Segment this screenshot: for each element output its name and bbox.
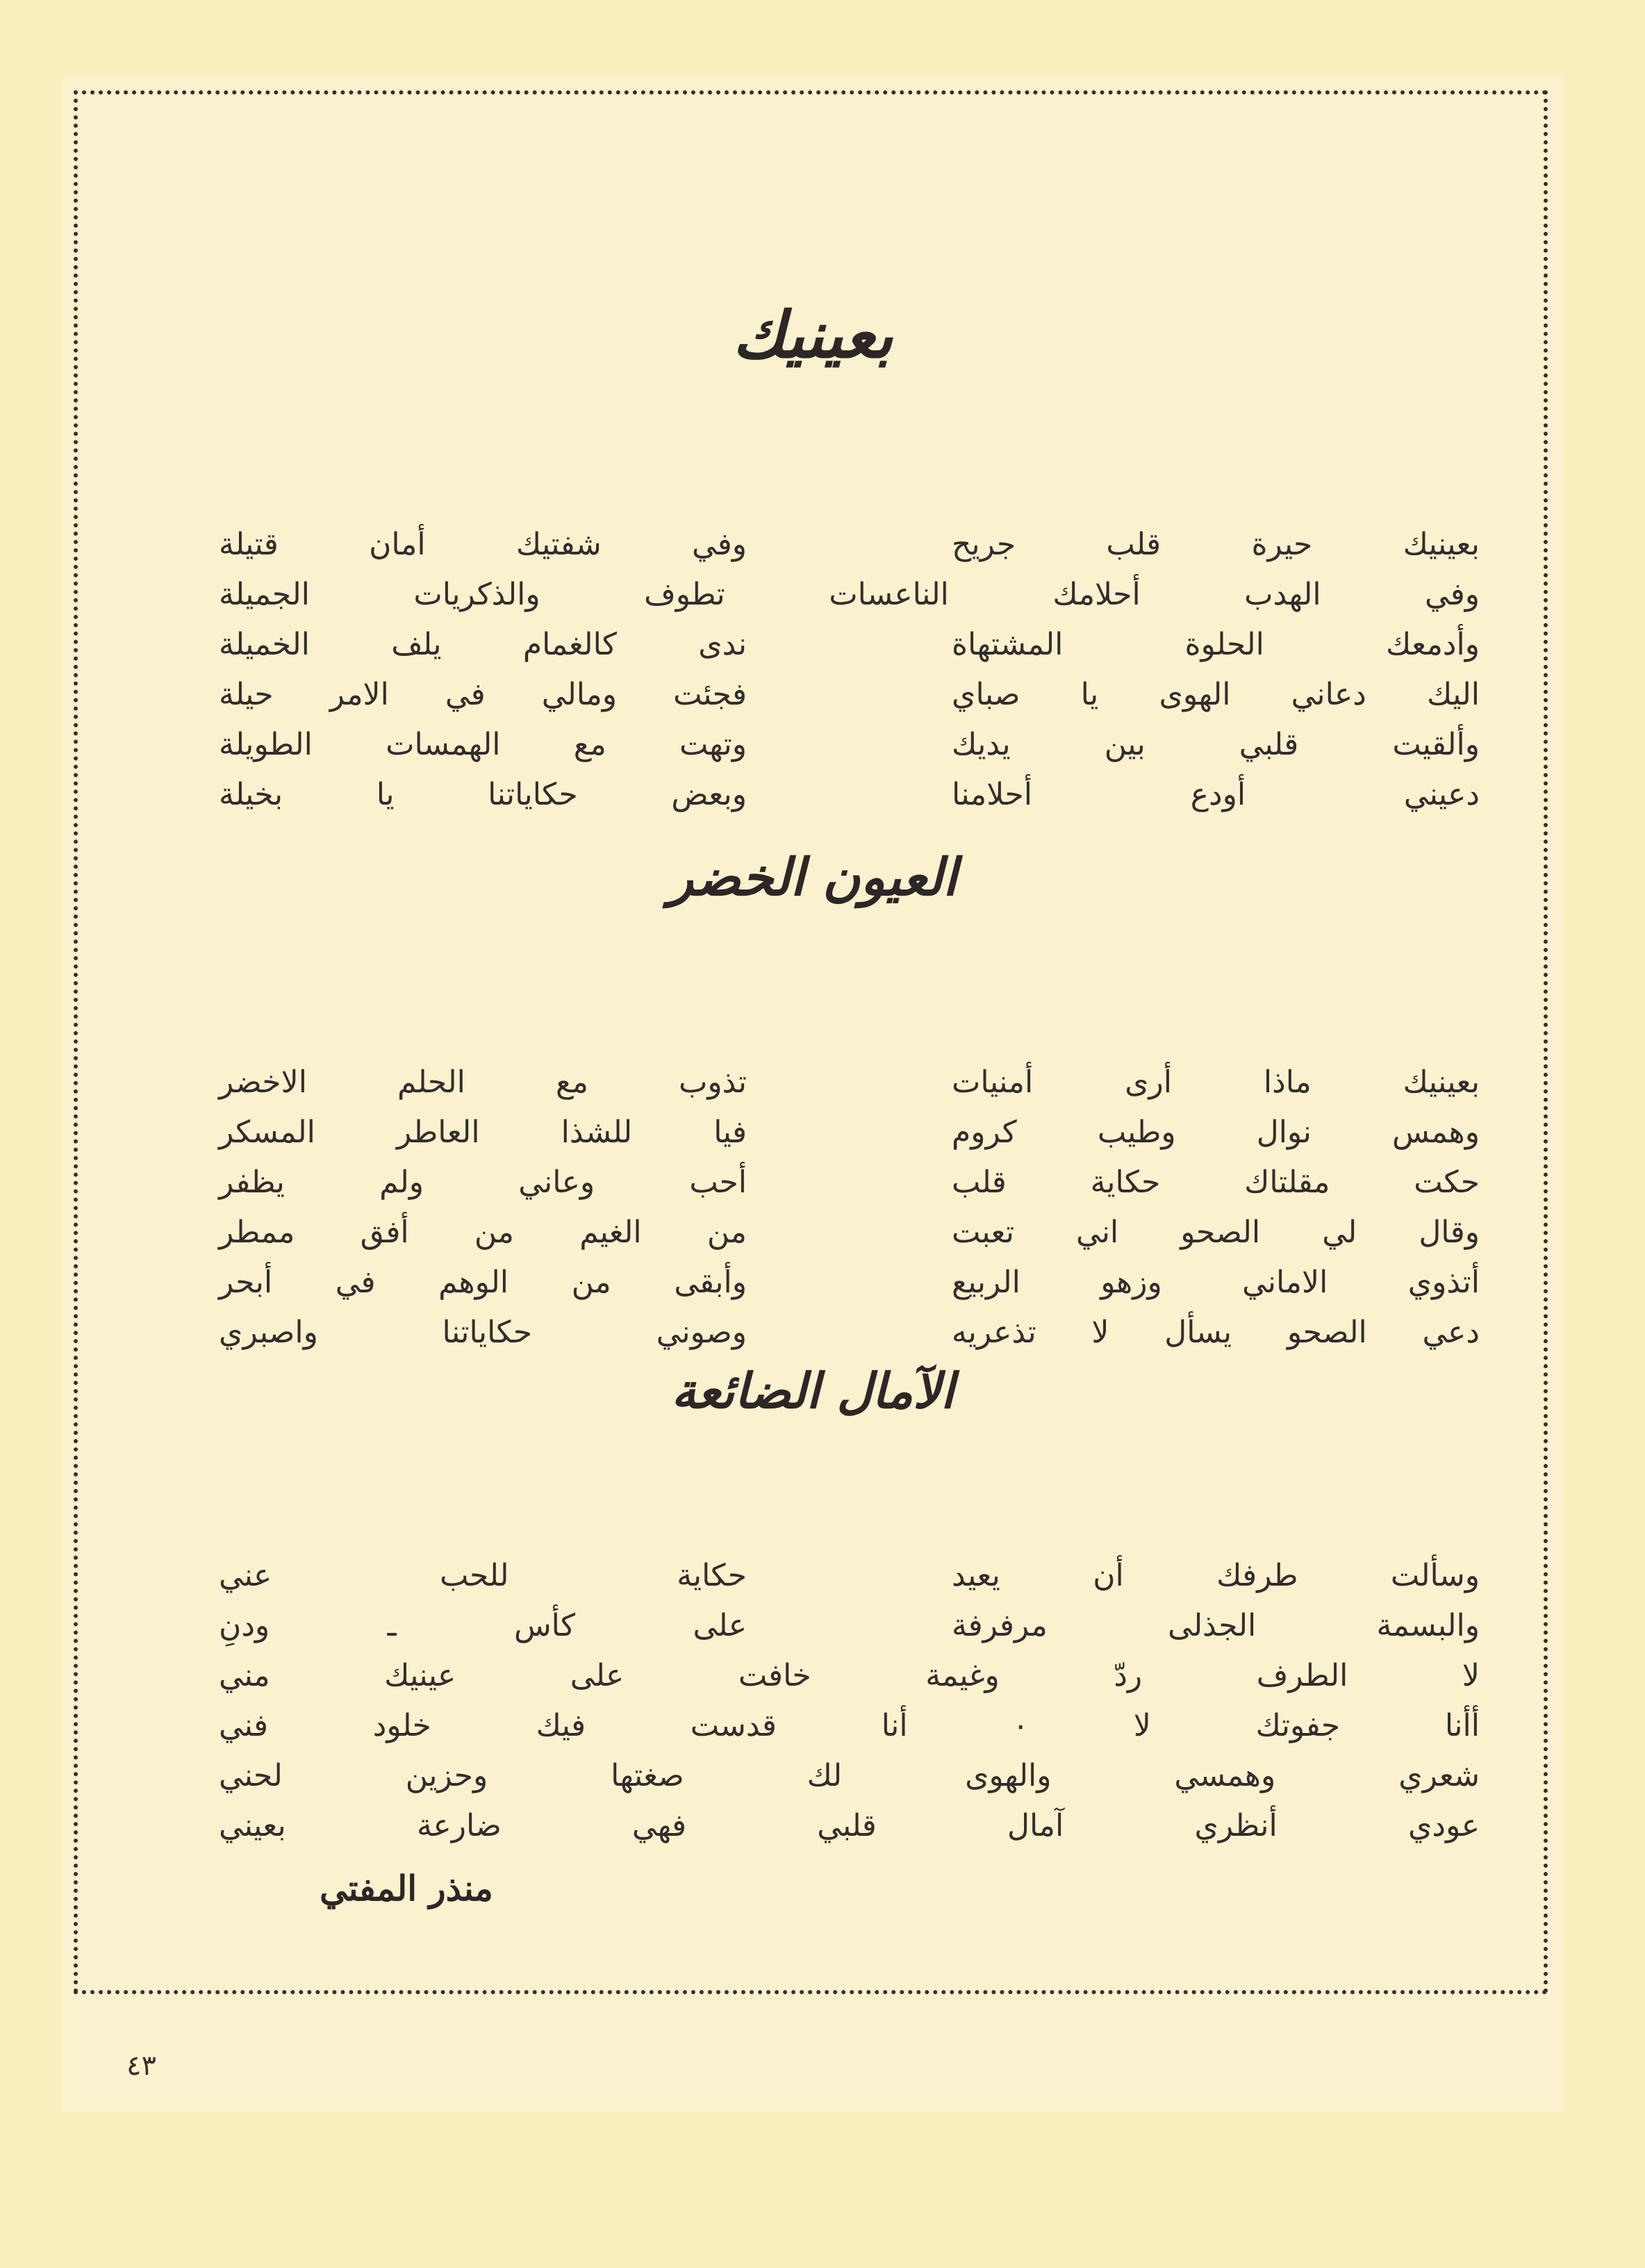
verse-first-hemistich: والبسمة الجذلى مرفرفة bbox=[952, 1608, 1480, 1643]
verse-second-hemistich: وفي شفتيك أمان قتيلة bbox=[219, 527, 747, 562]
verse-line bbox=[63, 1115, 1563, 1165]
verse-line bbox=[63, 727, 1563, 777]
verse-second-hemistich: ندى كالغمام يلف الخميلة bbox=[219, 627, 747, 662]
verse-full-line: لا الطرف ردّ وغيمة خافت على عينيك مني bbox=[219, 1658, 1480, 1693]
verse-line bbox=[63, 1215, 1563, 1265]
author-signature: منذر المفتي bbox=[320, 1868, 493, 1909]
verse-full-line: أأنا جفوتك لا ٠ أنا قدست فيك خلود فني bbox=[219, 1708, 1480, 1743]
verse-full-line: عودي أنظري آمال قلبي فهي ضارعة بعيني bbox=[219, 1808, 1480, 1843]
verse-first-hemistich: وهمس نوال وطيب كروم bbox=[952, 1115, 1480, 1150]
verse-full-line: وفي الهدب أحلامك الناعسات تطوف والذكريات الجميلة bbox=[219, 577, 1480, 612]
verse-second-hemistich: فجئت ومالي في الامر حيلة bbox=[219, 677, 747, 712]
verse-first-hemistich: وقال لي الصحو اني تعبت bbox=[952, 1215, 1480, 1250]
verse-second-hemistich: فيا للشذا العاطر المسكر bbox=[219, 1115, 747, 1150]
verse-first-hemistich: بعينيك ماذا أرى أمنيات bbox=[952, 1065, 1480, 1100]
verse-second-hemistich: وأبقى من الوهم في أبحر bbox=[219, 1265, 747, 1300]
verse-line bbox=[63, 1608, 1563, 1658]
verse-line bbox=[63, 1065, 1563, 1115]
verse-line bbox=[63, 1558, 1563, 1608]
verse-line bbox=[63, 1658, 1563, 1708]
verse-full-line: شعري وهمسي والهوى لك صغتها وحزين لحني bbox=[219, 1758, 1480, 1793]
verse-line bbox=[63, 1265, 1563, 1315]
verse-line bbox=[63, 1808, 1563, 1858]
verse-line bbox=[63, 1315, 1563, 1365]
verse-second-hemistich: حكاية للحب عني bbox=[219, 1558, 747, 1593]
poem-title-3: الآمال الضائعة bbox=[671, 1362, 954, 1420]
verse-second-hemistich: من الغيم من أفق ممطر bbox=[219, 1215, 747, 1250]
poem-title-2: العيون الخضر bbox=[668, 848, 957, 907]
verse-line bbox=[63, 527, 1563, 577]
verse-line bbox=[63, 677, 1563, 727]
verse-line bbox=[63, 1758, 1563, 1808]
page-number: ٤٣ bbox=[126, 2050, 156, 2082]
verse-first-hemistich: بعينيك حيرة قلب جريح bbox=[952, 527, 1480, 562]
verse-first-hemistich: دعيني أودع أحلامنا bbox=[952, 777, 1480, 812]
verse-first-hemistich: أتذوي الاماني وزهو الربيع bbox=[952, 1265, 1480, 1300]
verse-line bbox=[63, 627, 1563, 677]
verse-second-hemistich: تذوب مع الحلم الاخضر bbox=[219, 1065, 747, 1100]
verse-line bbox=[63, 1708, 1563, 1758]
verse-line bbox=[63, 577, 1563, 627]
verse-first-hemistich: حكت مقلتاك حكاية قلب bbox=[952, 1165, 1480, 1200]
verse-first-hemistich: دعي الصحو يسأل لا تذعريه bbox=[952, 1315, 1480, 1350]
verse-line bbox=[63, 1165, 1563, 1215]
verse-second-hemistich: أحب وعاني ولم يظفر bbox=[219, 1165, 747, 1200]
verse-second-hemistich: على كأس ـ ودنِ bbox=[219, 1608, 747, 1643]
verse-first-hemistich: وألقيت قلبي بين يديك bbox=[952, 727, 1480, 762]
verse-second-hemistich: وصوني حكاياتنا واصبري bbox=[219, 1315, 747, 1350]
poem-title-1: بعينيك bbox=[732, 297, 893, 372]
verse-line bbox=[63, 777, 1563, 827]
magazine-page bbox=[63, 76, 1563, 2112]
verse-second-hemistich: وبعض حكاياتنا يا بخيلة bbox=[219, 777, 747, 812]
verse-first-hemistich: اليك دعاني الهوى يا صباي bbox=[952, 677, 1480, 712]
verse-first-hemistich: وسألت طرفك أن يعيد bbox=[952, 1558, 1480, 1593]
verse-first-hemistich: وأدمعك الحلوة المشتهاة bbox=[952, 627, 1480, 662]
verse-second-hemistich: وتهت مع الهمسات الطويلة bbox=[219, 727, 747, 762]
